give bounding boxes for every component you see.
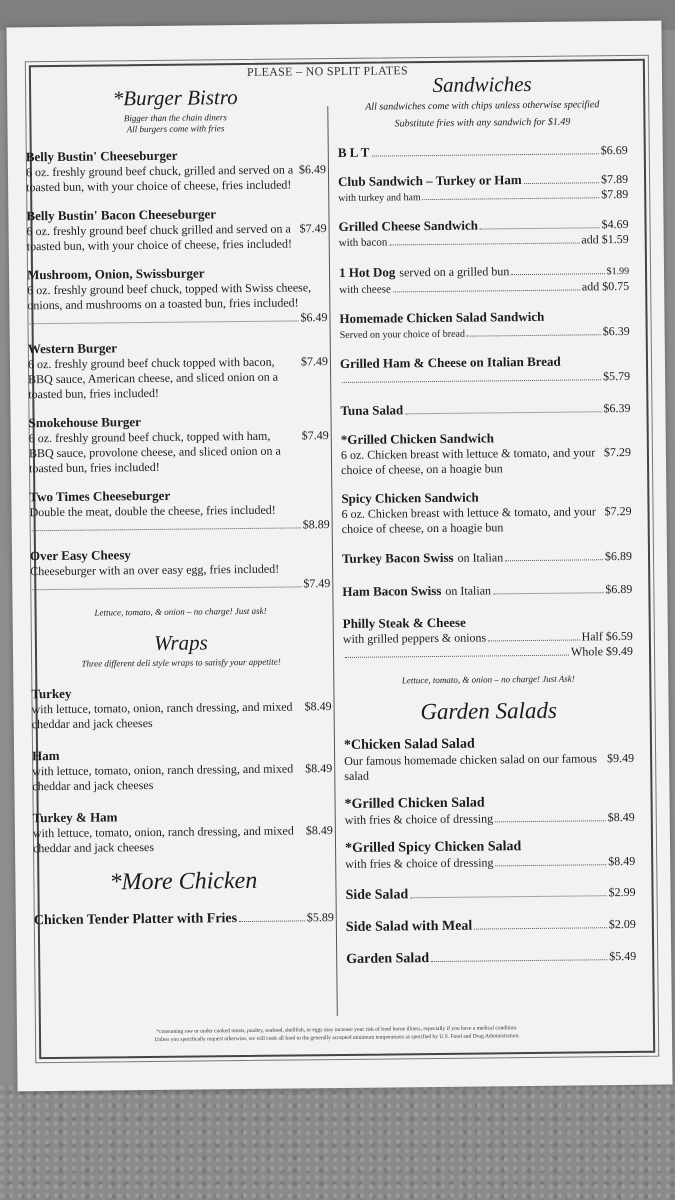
item-desc: 6 oz. Chicken breast with lettuce & tomato, and your choice of cheese, on a hoagie bun [341, 504, 596, 536]
item-price: $7.49 [301, 428, 329, 443]
menu-item [339, 308, 629, 343]
item-price: $7.89 [600, 171, 629, 187]
menu-item [346, 949, 636, 968]
item-sub-price: $7.89 [601, 186, 629, 202]
item-price: $5.79 [603, 368, 631, 384]
item-price: $8.49 [305, 823, 333, 838]
split-plates-note: PLEASE – NO SPLIT PLATES [246, 63, 408, 79]
item-name: Over Easy Cheesy [29, 547, 131, 564]
more-chicken-title: *More Chicken [109, 867, 258, 896]
item-price: $6.69 [600, 142, 628, 158]
item-name: *Grilled Spicy Chicken Salad [344, 839, 522, 856]
item-name: Ham [31, 747, 60, 764]
item-name: 1 Hot Dog [338, 264, 396, 280]
burger-subtitle-2: All burgers come with fries [126, 123, 225, 135]
item-price: $7.49 [300, 354, 329, 369]
item-sub: Served on your choice of bread [339, 328, 465, 341]
item-price: $7.49 [299, 221, 327, 236]
item-name-extra: on Italian [445, 583, 492, 598]
item-name: Western Burger [27, 340, 118, 357]
sandwiches-subtitle-2: Substitute fries with any sandwich for $1.49 [394, 116, 571, 130]
item-name: *Chicken Salad Salad [343, 736, 475, 753]
item-desc: with fries & choice of dressing [344, 811, 494, 827]
left-column [25, 84, 334, 929]
item-desc: 6 oz. freshly ground beef chuck topped with bacon, BBQ sauce, American cheese, and sliced onion on a toasted bun, fries included! [27, 354, 279, 402]
right-column [337, 61, 636, 968]
item-price: $2.09 [608, 916, 636, 932]
sandwiches-title: Sandwiches [432, 71, 532, 97]
item-name: Tuna Salad [340, 402, 404, 418]
item-sub: with cheese [339, 283, 391, 296]
item-price: $8.49 [304, 699, 332, 714]
item-name: Side Salad [345, 887, 409, 903]
item-price: $6.49 [300, 310, 328, 325]
item-price: $4.69 [601, 216, 629, 232]
item-sub-price: add $1.59 [581, 231, 629, 247]
sandwiches-subtitle-1: All sandwiches come with chips unless otherwise specified [365, 99, 600, 113]
item-price: $2.99 [608, 884, 636, 900]
menu-item [342, 580, 632, 601]
garden-salads-title: Garden Salads [420, 697, 558, 725]
item-price: $1.99 [606, 265, 630, 278]
sandwich-toppings-note: Lettuce, tomato, & onion – no charge! Just Ask! [401, 673, 575, 686]
item-price: $6.89 [605, 581, 633, 597]
item-sub: with turkey and ham [338, 192, 421, 204]
item-price: $8.49 [608, 853, 636, 869]
item-desc: 6 oz. freshly ground beef chuck, topped with Swiss cheese, onions, and mushrooms on a toasted bun, fries included! [27, 280, 312, 313]
menu-item [346, 917, 636, 936]
item-name: *Grilled Chicken Salad [344, 795, 485, 812]
item-name: Belly Bustin' Bacon Cheeseburger [26, 206, 217, 224]
item-desc: 6 oz. freshly ground beef chuck, topped with ham, BBQ sauce, provolone cheese, and sliced onion on a toasted bun, fries included! [28, 428, 281, 476]
item-price: $9.49 [607, 750, 635, 766]
menu-item [30, 545, 330, 594]
item-price: $5.49 [609, 948, 637, 964]
item-name: Grilled Cheese Sandwich [338, 217, 479, 234]
menu-item [340, 353, 630, 387]
menu-sheet [6, 21, 672, 1092]
item-name: Turkey [31, 685, 72, 702]
item-price-2: Whole $9.49 [570, 643, 634, 659]
menu-item [26, 146, 326, 195]
menu-item [338, 216, 628, 251]
item-price: Half $6.59 [581, 628, 633, 644]
item-name: B L T [337, 144, 370, 160]
item-desc: with lettuce, tomato, onion, ranch dressing, and mixed cheddar and jack cheeses [32, 823, 294, 856]
item-name: Grilled Ham & Cheese on Italian Bread [339, 353, 561, 371]
item-desc: 6 oz. Chicken breast with lettuce & tomato, and your choice of cheese, on a hoagie bun [340, 445, 596, 477]
menu-item [341, 429, 631, 478]
item-name: Turkey & Ham [32, 809, 118, 826]
menu-item [345, 838, 635, 872]
item-price: $5.89 [306, 910, 334, 925]
item-name: *Grilled Chicken Sandwich [340, 430, 494, 447]
menu-item [339, 261, 629, 298]
item-name: Ham Bacon Swiss [342, 582, 442, 599]
menu-item [29, 412, 330, 476]
item-name: Smokehouse Burger [28, 414, 141, 431]
item-name: Side Salad with Meal [345, 918, 473, 935]
item-name: Two Times Cheeseburger [29, 487, 171, 505]
wraps-subtitle: Three different deli style wraps to satisfy your appetite! [81, 656, 281, 669]
menu-item [341, 488, 631, 537]
menu-item [29, 486, 329, 535]
item-desc: with lettuce, tomato, onion, ranch dressing, and mixed cheddar and jack cheeses [32, 761, 294, 794]
item-price: $7.49 [303, 576, 331, 591]
item-name: Garden Salad [346, 951, 430, 967]
item-name-extra: on Italian [457, 550, 504, 565]
burger-subtitle-1: Bigger than the chain diners [123, 112, 227, 124]
menu-item [32, 745, 332, 794]
burger-bistro-title: *Burger Bistro [112, 85, 238, 111]
burger-toppings-note: Lettuce, tomato, & onion – no charge! Just ask! [94, 605, 267, 618]
item-price: $8.49 [305, 761, 333, 776]
item-name: Spicy Chicken Sandwich [341, 489, 479, 506]
item-desc: 6 oz. freshly ground beef chuck grilled and served on a toasted bun, with your choice of cheese, fries included! [26, 221, 293, 254]
item-desc: Our famous homemade chicken salad on our famous salad [344, 751, 598, 783]
item-price: $6.89 [604, 548, 633, 564]
disclaimer-line-2: Unless you specifically request otherwise, we will cook all food to the generally accepted minimum temperatures as specified by U.S. Food and Drug Administration. [154, 1033, 520, 1043]
item-name: Chicken Tender Platter with Fries [33, 911, 238, 929]
item-price: $6.49 [298, 162, 327, 177]
item-sub-price: add $0.75 [581, 278, 630, 294]
item-price: $6.39 [603, 400, 631, 416]
item-desc: with fries & choice of dressing [345, 855, 494, 871]
menu-item [338, 171, 628, 206]
item-name: Mushroom, Onion, Swissburger [26, 265, 205, 283]
item-name: Turkey Bacon Swiss [341, 549, 454, 566]
item-price: $7.29 [604, 503, 632, 519]
item-name: Club Sandwich – Turkey or Ham [337, 172, 522, 189]
item-price: $8.89 [302, 517, 330, 532]
menu-item [31, 683, 331, 732]
item-desc: Double the meat, double the cheese, fries included! [29, 502, 276, 520]
item-name: Philly Steak & Cheese [342, 614, 466, 631]
menu-item [344, 735, 634, 784]
menu-item [345, 794, 635, 828]
menu-item [340, 400, 630, 419]
item-name: Belly Bustin' Cheeseburger [25, 147, 178, 165]
menu-item [345, 885, 635, 904]
item-price: $6.39 [602, 323, 630, 339]
menu-item [342, 547, 632, 568]
menu-item [33, 807, 333, 856]
item-price: $7.29 [603, 444, 631, 460]
menu-item [27, 264, 328, 328]
item-desc: with grilled peppers & onions [342, 630, 487, 646]
menu-item [338, 142, 628, 161]
item-price: $8.49 [607, 809, 635, 825]
menu-item [28, 338, 329, 402]
item-desc: Cheeseburger with an over easy egg, fries included! [30, 561, 280, 579]
item-name-extra: served on a grilled bun [399, 264, 510, 280]
disclaimer-line-1: *consuming raw or under cooked meats, poultry, seafood, shellfish, or eggs may increase your risk of food borne illness, especially if you have a medical condition. [156, 1025, 518, 1035]
item-name: Homemade Chicken Salad Sandwich [339, 308, 545, 326]
menu-item [26, 205, 326, 254]
item-sub: with bacon [338, 236, 388, 249]
menu-item [343, 613, 633, 662]
countertop-bottom [0, 1085, 675, 1200]
menu-item [34, 910, 334, 929]
item-desc: 6 oz. freshly ground beef chuck, grilled and served on a toasted bun, with your choice of cheese, fries included! [25, 162, 294, 195]
wraps-title: Wraps [153, 630, 208, 655]
item-desc: with lettuce, tomato, onion, ranch dressing, and mixed cheddar and jack cheeses [31, 699, 293, 732]
